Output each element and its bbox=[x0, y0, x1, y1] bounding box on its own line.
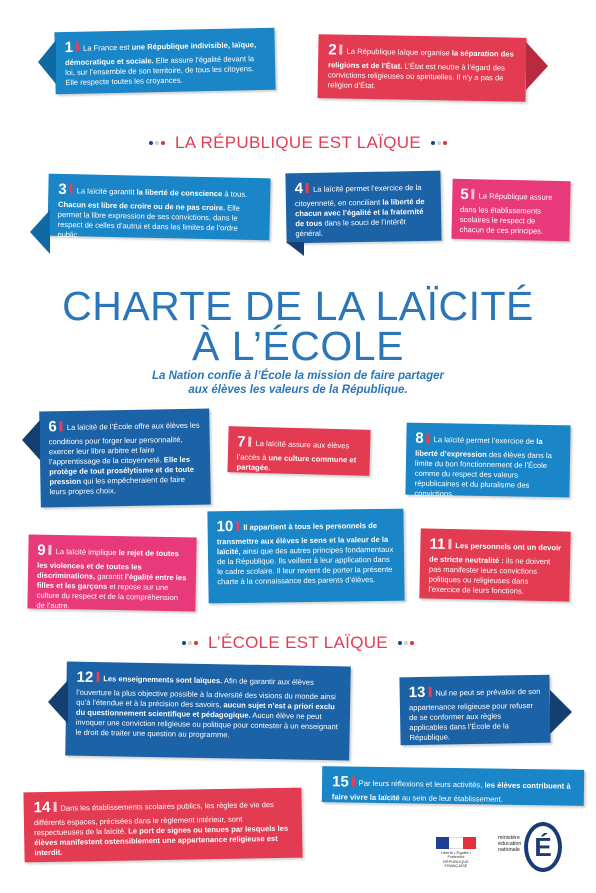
article-number: 11 bbox=[429, 535, 446, 553]
article-text: Par leurs réflexions et leurs activités, les élèves contribuent à faire vivre la laïcité au sein de leur établissement. bbox=[331, 778, 571, 804]
divider-bar bbox=[428, 687, 431, 697]
article-6 bbox=[39, 409, 211, 508]
article-1 bbox=[54, 28, 275, 95]
section-heading-republique: LA RÉPUBLIQUE EST LAÏQUE bbox=[0, 130, 596, 153]
article-number: 9 bbox=[37, 541, 46, 559]
article-number: 13 bbox=[408, 683, 426, 702]
article-number: 10 bbox=[216, 518, 234, 536]
tricolor-dots bbox=[397, 630, 415, 650]
article-number: 2 bbox=[328, 41, 337, 59]
article-text: La laïcité assure aux élèves l’accès à une culture commune et partagée. bbox=[236, 438, 357, 473]
french-flag-icon bbox=[436, 837, 476, 849]
divider-bar bbox=[76, 42, 79, 52]
article-text: Il appartient à tous les personnels de transmettre aux élèves le sens et la valeur de la laïcité, ainsi que des autres principes fondamentaux de la République. Ils veillent à leur application dans le cadre scolaire. Il leur revient de porter la présente charte à la connaissance des parents d’élèves. bbox=[216, 521, 394, 587]
ribbon-fold bbox=[286, 242, 304, 256]
article-5 bbox=[451, 179, 570, 241]
article-2 bbox=[317, 34, 526, 102]
article-text: La laïcité permet l’exercice de la liberté d’expression des élèves dans la limite du bon fonctionnement de l’École comme du respect des valeurs républicaines et du pluralisme des convictions. bbox=[414, 435, 552, 499]
article-text: Dans les établissements scolaires publics, les règles de vie des différents espaces, précisées dans le règlement intérieur, sont respectueuses de la laïcité. Le port de signes ou tenues par lesquels les élèves manifestent ostensiblement une appartenance religieuse est interdit. bbox=[33, 800, 289, 858]
article-number: 12 bbox=[76, 668, 94, 686]
article-14 bbox=[23, 788, 302, 863]
article-7 bbox=[227, 426, 370, 476]
article-number: 8 bbox=[415, 429, 424, 447]
divider-bar bbox=[236, 521, 239, 531]
article-10 bbox=[207, 509, 404, 604]
divider-bar bbox=[352, 777, 355, 787]
article-text: La laïcité garantit la liberté de conscience à tous. Chacun est libre de croire ou de ne pas croire. Elle permet la libre expression de ses convictions, dans le respect de celles d’autrui et dans les limites de l’ordre public. bbox=[57, 186, 248, 240]
subtitle-line2: aux élèves les valeurs de la République. bbox=[188, 384, 408, 396]
article-13 bbox=[399, 675, 550, 746]
article-number: 5 bbox=[460, 185, 469, 204]
divider-bar bbox=[60, 421, 63, 431]
page-title-line2: À L’ÉCOLE bbox=[192, 323, 404, 369]
article-4 bbox=[285, 171, 441, 244]
divider-bar bbox=[70, 184, 73, 194]
article-number: 6 bbox=[48, 418, 57, 436]
subtitle-line1: La Nation confie à l’École la mission de faire partager bbox=[151, 370, 445, 382]
article-text: La laïcité permet l’exercice de la citoyenneté, en conciliant la liberté de chacun avec l’égalité et la fraternité de tous dans le souci de l’intérêt général. bbox=[294, 182, 425, 239]
article-number: 1 bbox=[64, 38, 74, 57]
tricolor-dots bbox=[430, 130, 448, 150]
tricolor-dots bbox=[148, 130, 166, 150]
article-9 bbox=[27, 535, 196, 612]
page-title-line1: CHARTE DE LA LAÏCITÉ bbox=[62, 283, 534, 329]
divider-bar bbox=[448, 539, 451, 549]
article-text: La laïcité de l’École offre aux élèves les conditions pour forger leur personnalité, exercer leur libre arbitre et faire l’apprentissage de la citoyenneté. Elle les protège de tout prosélytisme et de toute pression qui les empêcheraient de faire leurs propres choix. bbox=[48, 420, 200, 497]
article-number: 15 bbox=[331, 773, 349, 791]
article-text: Les personnels ont un devoir de stricte neutralité : ils ne doivent pas manifester leurs convictions politiques ou religieuses dans l’exercice de leurs fonctions. bbox=[428, 541, 562, 596]
ribbon-fold bbox=[30, 210, 50, 254]
article-number: 7 bbox=[236, 433, 246, 451]
article-text: La laïcité implique le rejet de toutes les violences et de toutes les discriminations, garantit l’égalité entre les filles et les garçons et repose sur une culture du respect et de la compréhension de l’autre. bbox=[36, 547, 187, 611]
ribbon-fold bbox=[38, 40, 56, 84]
ribbon-fold bbox=[550, 690, 572, 734]
divider-bar bbox=[472, 189, 475, 199]
divider-bar bbox=[96, 672, 99, 682]
education-nationale-logo: É bbox=[524, 822, 562, 872]
article-8 bbox=[405, 423, 570, 498]
marianne-text: Liberté • Égalité • Fraternité RÉPUBLIQUE FRANÇAISE bbox=[440, 850, 472, 869]
tricolor-dots bbox=[181, 630, 199, 650]
ribbon-fold bbox=[526, 42, 548, 90]
ribbon-fold bbox=[22, 420, 40, 460]
divider-bar bbox=[53, 802, 56, 812]
ministry-name: ministère éducation nationale bbox=[498, 835, 522, 854]
article-text: La République assure dans les établissements scolaires le respect de chacun de ces principes. bbox=[459, 191, 553, 236]
divider-bar bbox=[306, 183, 309, 193]
divider-bar bbox=[340, 45, 343, 55]
divider-bar bbox=[49, 545, 52, 555]
article-3 bbox=[47, 174, 270, 241]
marianne-logo bbox=[436, 837, 476, 869]
article-number: 4 bbox=[294, 180, 304, 198]
divider-bar bbox=[248, 437, 251, 447]
article-15 bbox=[322, 766, 584, 806]
article-text: La République laïque organise la séparation des religions et de l’État. L’État est neutre à l’égard des convictions religieuses ou spirituelles. Il n’y a pas de religion d’État. bbox=[327, 46, 514, 91]
article-11 bbox=[419, 528, 570, 601]
article-text: Les enseignements sont laïques. Afin de garantir aux élèves l’ouverture la plus objective possible à la diversité des visions du monde ainsi qu’à l’étendue et à la précision des savoirs, aucun sujet n’est a priori exclu du questionnement scientifique et pédagogique. Aucun élève ne peut invoquer une conviction religieuse ou politique pour contester à un enseignant le droit de traiter une question au programme. bbox=[75, 674, 338, 740]
divider-bar bbox=[427, 433, 430, 443]
ribbon-fold bbox=[48, 680, 68, 724]
article-number: 14 bbox=[33, 798, 51, 817]
article-text: La France est une République indivisible, laïque, démocratique et sociale. Elle assure l’égalité devant la loi, sur l’ensemble de son territoire, de tous les citoyens. Elle respecte toutes les croyances. bbox=[64, 40, 257, 88]
article-text: Nul ne peut se prévaloir de son appartenance religieuse pour refuser de se conformer aux règles applicables dans l’École de la République. bbox=[408, 686, 541, 743]
article-12 bbox=[65, 662, 351, 761]
section-heading-ecole: L’ÉCOLE EST LAÏQUE bbox=[0, 630, 596, 653]
article-number: 3 bbox=[58, 180, 67, 199]
